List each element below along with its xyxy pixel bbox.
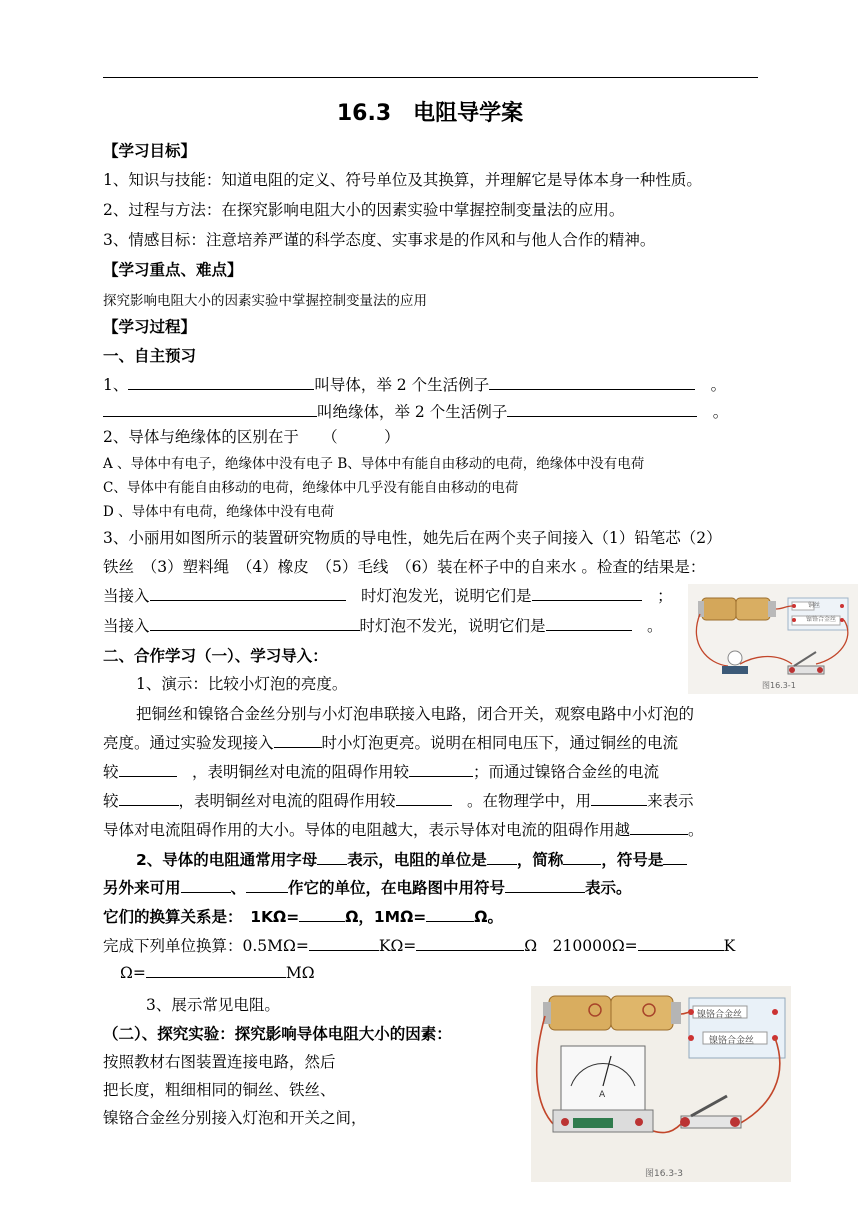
q3-l4b: 时灯泡不发光，说明它们是	[359, 617, 546, 635]
circuit-photo-2	[531, 986, 791, 1182]
preview-heading: 一、自主预习	[103, 347, 197, 365]
figure-16-3-3	[531, 986, 791, 1182]
convert-c2b: MΩ	[285, 964, 315, 982]
units-b1d: ，符号是	[601, 851, 664, 869]
answer-blank[interactable]	[591, 791, 647, 806]
coop-p3a: 较	[103, 763, 119, 781]
answer-blank[interactable]	[638, 936, 724, 951]
q1-line-a	[103, 373, 726, 395]
page-title: 16.3 电阻导学案	[336, 101, 524, 126]
units-line-1	[136, 848, 687, 870]
coop-p2a: 亮度。通过实验发现接入	[103, 734, 274, 752]
coop-p4c: 。在物理学中，用	[467, 792, 592, 810]
units-line-3	[103, 905, 503, 927]
answer-blank[interactable]	[119, 791, 179, 806]
coop-para-2	[103, 731, 678, 753]
units-b1a: 2、导体的电阻通常用字母	[136, 851, 318, 869]
objective-1: 1、知识与技能：知道电阻的定义、符号单位及其换算，并理解它是导体本身一种性质。	[103, 171, 702, 189]
answer-blank[interactable]	[489, 375, 695, 390]
q2-options-ab: A 、导体中有电子，绝缘体中没有电子 B、导体中有能自由移动的电荷，绝缘体中没有电荷	[103, 456, 645, 472]
answer-blank[interactable]	[119, 762, 177, 777]
answer-blank[interactable]	[563, 850, 601, 865]
objective-3: 3、情感目标：注意培养严谨的科学态度、实事求是的作风和与他人合作的精神。	[103, 231, 656, 249]
q1-a-text: 叫导体，举 2 个生活例子	[314, 376, 490, 394]
answer-blank[interactable]	[426, 907, 474, 922]
figure-2-label-2: 镍铬合金丝	[709, 1036, 755, 1046]
answer-blank[interactable]	[146, 963, 286, 978]
answer-blank[interactable]	[150, 586, 346, 601]
figure-1-caption: 图16.3-1	[762, 681, 796, 690]
explore-line-2: 把长度，粗细相同的铜丝、铁丝、	[103, 1081, 336, 1099]
units-b2c: 作它的单位，在电路图中用符号	[288, 879, 506, 897]
answer-blank[interactable]	[505, 878, 585, 893]
coop-p5b: 。	[688, 821, 704, 839]
q2-stem: 2、导体与绝缘体的区别在于 （ ）	[103, 428, 400, 446]
units-b1b: 表示，电阻的单位是	[347, 851, 487, 869]
units-b1c: ，简称	[516, 851, 564, 869]
figure-1-label-nichrome: 镍铬合金丝	[806, 616, 837, 623]
coop-p3b: ，表明铜丝对电流的阻碍作用较	[192, 763, 410, 781]
coop-p4d: 来表示	[647, 792, 694, 810]
q2-option-d: D 、导体中有电荷，绝缘体中没有电荷	[103, 504, 335, 520]
convert-line-1	[103, 934, 735, 956]
convert-c1d: K	[723, 937, 736, 955]
objective-2: 2、过程与方法：在探究影响电阻大小的因素实验中掌握控制变量法的应用。	[103, 201, 625, 219]
q3-l3c: ；	[657, 587, 673, 605]
coop-p3c: ；而通过镍铬合金丝的电流	[473, 763, 660, 781]
coop-p2b: 时小灯泡更亮。说明在相同电压下，通过铜丝的电流	[321, 734, 679, 752]
answer-blank[interactable]	[128, 375, 314, 390]
answer-blank[interactable]	[663, 850, 687, 865]
answer-blank[interactable]	[274, 733, 322, 748]
coop-p5a: 导体对电流阻碍作用的大小。导体的电阻越大，表示导体对电流的阻碍作用越	[103, 821, 631, 839]
q3-l4c: 。	[647, 617, 663, 635]
coop-p4a: 较	[103, 792, 119, 810]
q3-l3b: 时灯泡发光，说明它们是	[361, 587, 532, 605]
answer-blank[interactable]	[317, 850, 347, 865]
coop-para-1: 把铜丝和镍铬合金丝分别与小灯泡串联接入电路，闭合开关，观察电路中小灯泡的	[136, 705, 695, 723]
q3-line-4	[103, 614, 663, 636]
q1-line-b	[103, 400, 728, 422]
units-b3b: Ω，1MΩ=	[345, 908, 427, 926]
units-b2a: 另外来可用	[103, 879, 181, 897]
coop-para-4	[103, 789, 694, 811]
answer-blank[interactable]	[396, 791, 452, 806]
coop-para-5	[103, 818, 704, 840]
figure-16-3-1	[688, 584, 858, 694]
answer-blank[interactable]	[507, 402, 697, 417]
q1-a-end: 。	[710, 376, 727, 394]
convert-c1b: KΩ=	[378, 937, 417, 955]
answer-blank[interactable]	[416, 936, 524, 951]
process-heading: 【学习过程】	[103, 318, 197, 336]
answer-blank[interactable]	[299, 907, 345, 922]
q3-l3a: 当接入	[103, 587, 150, 605]
convert-line-2	[120, 963, 315, 982]
units-b3c: Ω。	[474, 908, 503, 926]
q1-b-text: 叫绝缘体，举 2 个生活例子	[317, 403, 508, 421]
coop-p4b: ，表明铜丝对电流的阻碍作用较	[178, 792, 396, 810]
objectives-heading: 【学习目标】	[103, 142, 197, 160]
q3-line-2: 铁丝 （3）塑料绳 （4）橡皮 （5）毛线 （6）装在杯子中的自来水 。检查的结果是：	[103, 558, 706, 576]
units-b3a: 它们的换算关系是： 1KΩ=	[103, 908, 300, 926]
answer-blank[interactable]	[532, 586, 642, 601]
ammeter-label: A	[599, 1090, 606, 1100]
convert-c1c: Ω 210000Ω=	[524, 937, 638, 955]
answer-blank[interactable]	[487, 850, 517, 865]
answer-blank[interactable]	[246, 878, 288, 893]
figure-1-label-copper: 铜丝	[808, 602, 821, 609]
coop-para-3	[103, 760, 659, 782]
q1-a-number: 1、	[103, 376, 129, 394]
q3-line-3	[103, 584, 673, 606]
explore-line-3: 镍铬合金丝分别接入灯泡和开关之间，	[103, 1109, 367, 1127]
units-b2b: 、	[230, 879, 247, 897]
explore-heading: （二）、探究实验：探究影响导体电阻大小的因素：	[103, 1025, 452, 1043]
q3-l4a: 当接入	[103, 617, 150, 635]
figure-2-caption: 图16.3-3	[645, 1169, 684, 1179]
q3-line-1: 3、小丽用如图所示的装置研究物质的导电性，她先后在两个夹子间接入（1）铅笔芯（2）	[103, 529, 722, 547]
q1-b-end: 。	[712, 403, 729, 421]
header-rule	[103, 77, 758, 78]
circuit-photo-1	[688, 584, 858, 694]
answer-blank[interactable]	[150, 616, 360, 631]
units-b2d: 表示。	[585, 879, 632, 897]
demo-line: 1、演示：比较小灯泡的亮度。	[136, 675, 348, 693]
units-line-2	[103, 876, 632, 898]
show-resistors-line: 3、展示常见电阻。	[146, 996, 280, 1014]
answer-blank[interactable]	[309, 936, 379, 951]
answer-blank[interactable]	[630, 820, 688, 835]
answer-blank[interactable]	[103, 402, 317, 417]
keypoints-text: 探究影响电阻大小的因素实验中掌握控制变量法的应用	[103, 293, 427, 309]
q2-option-c: C、导体中有能自由移动的电荷，绝缘体中几乎没有能自由移动的电荷	[103, 480, 519, 496]
figure-2-label-1: 镍铬合金丝	[697, 1010, 743, 1020]
convert-c2a: Ω=	[120, 964, 146, 982]
answer-blank[interactable]	[546, 616, 632, 631]
coop-heading: 二、合作学习（一）、学习导入：	[103, 647, 328, 665]
answer-blank[interactable]	[409, 762, 473, 777]
explore-line-1: 按照教材右图装置连接电路，然后	[103, 1053, 336, 1071]
convert-c1a: 完成下列单位换算：0.5MΩ=	[103, 937, 309, 955]
answer-blank[interactable]	[181, 878, 231, 893]
keypoints-heading: 【学习重点、难点】	[103, 261, 243, 279]
